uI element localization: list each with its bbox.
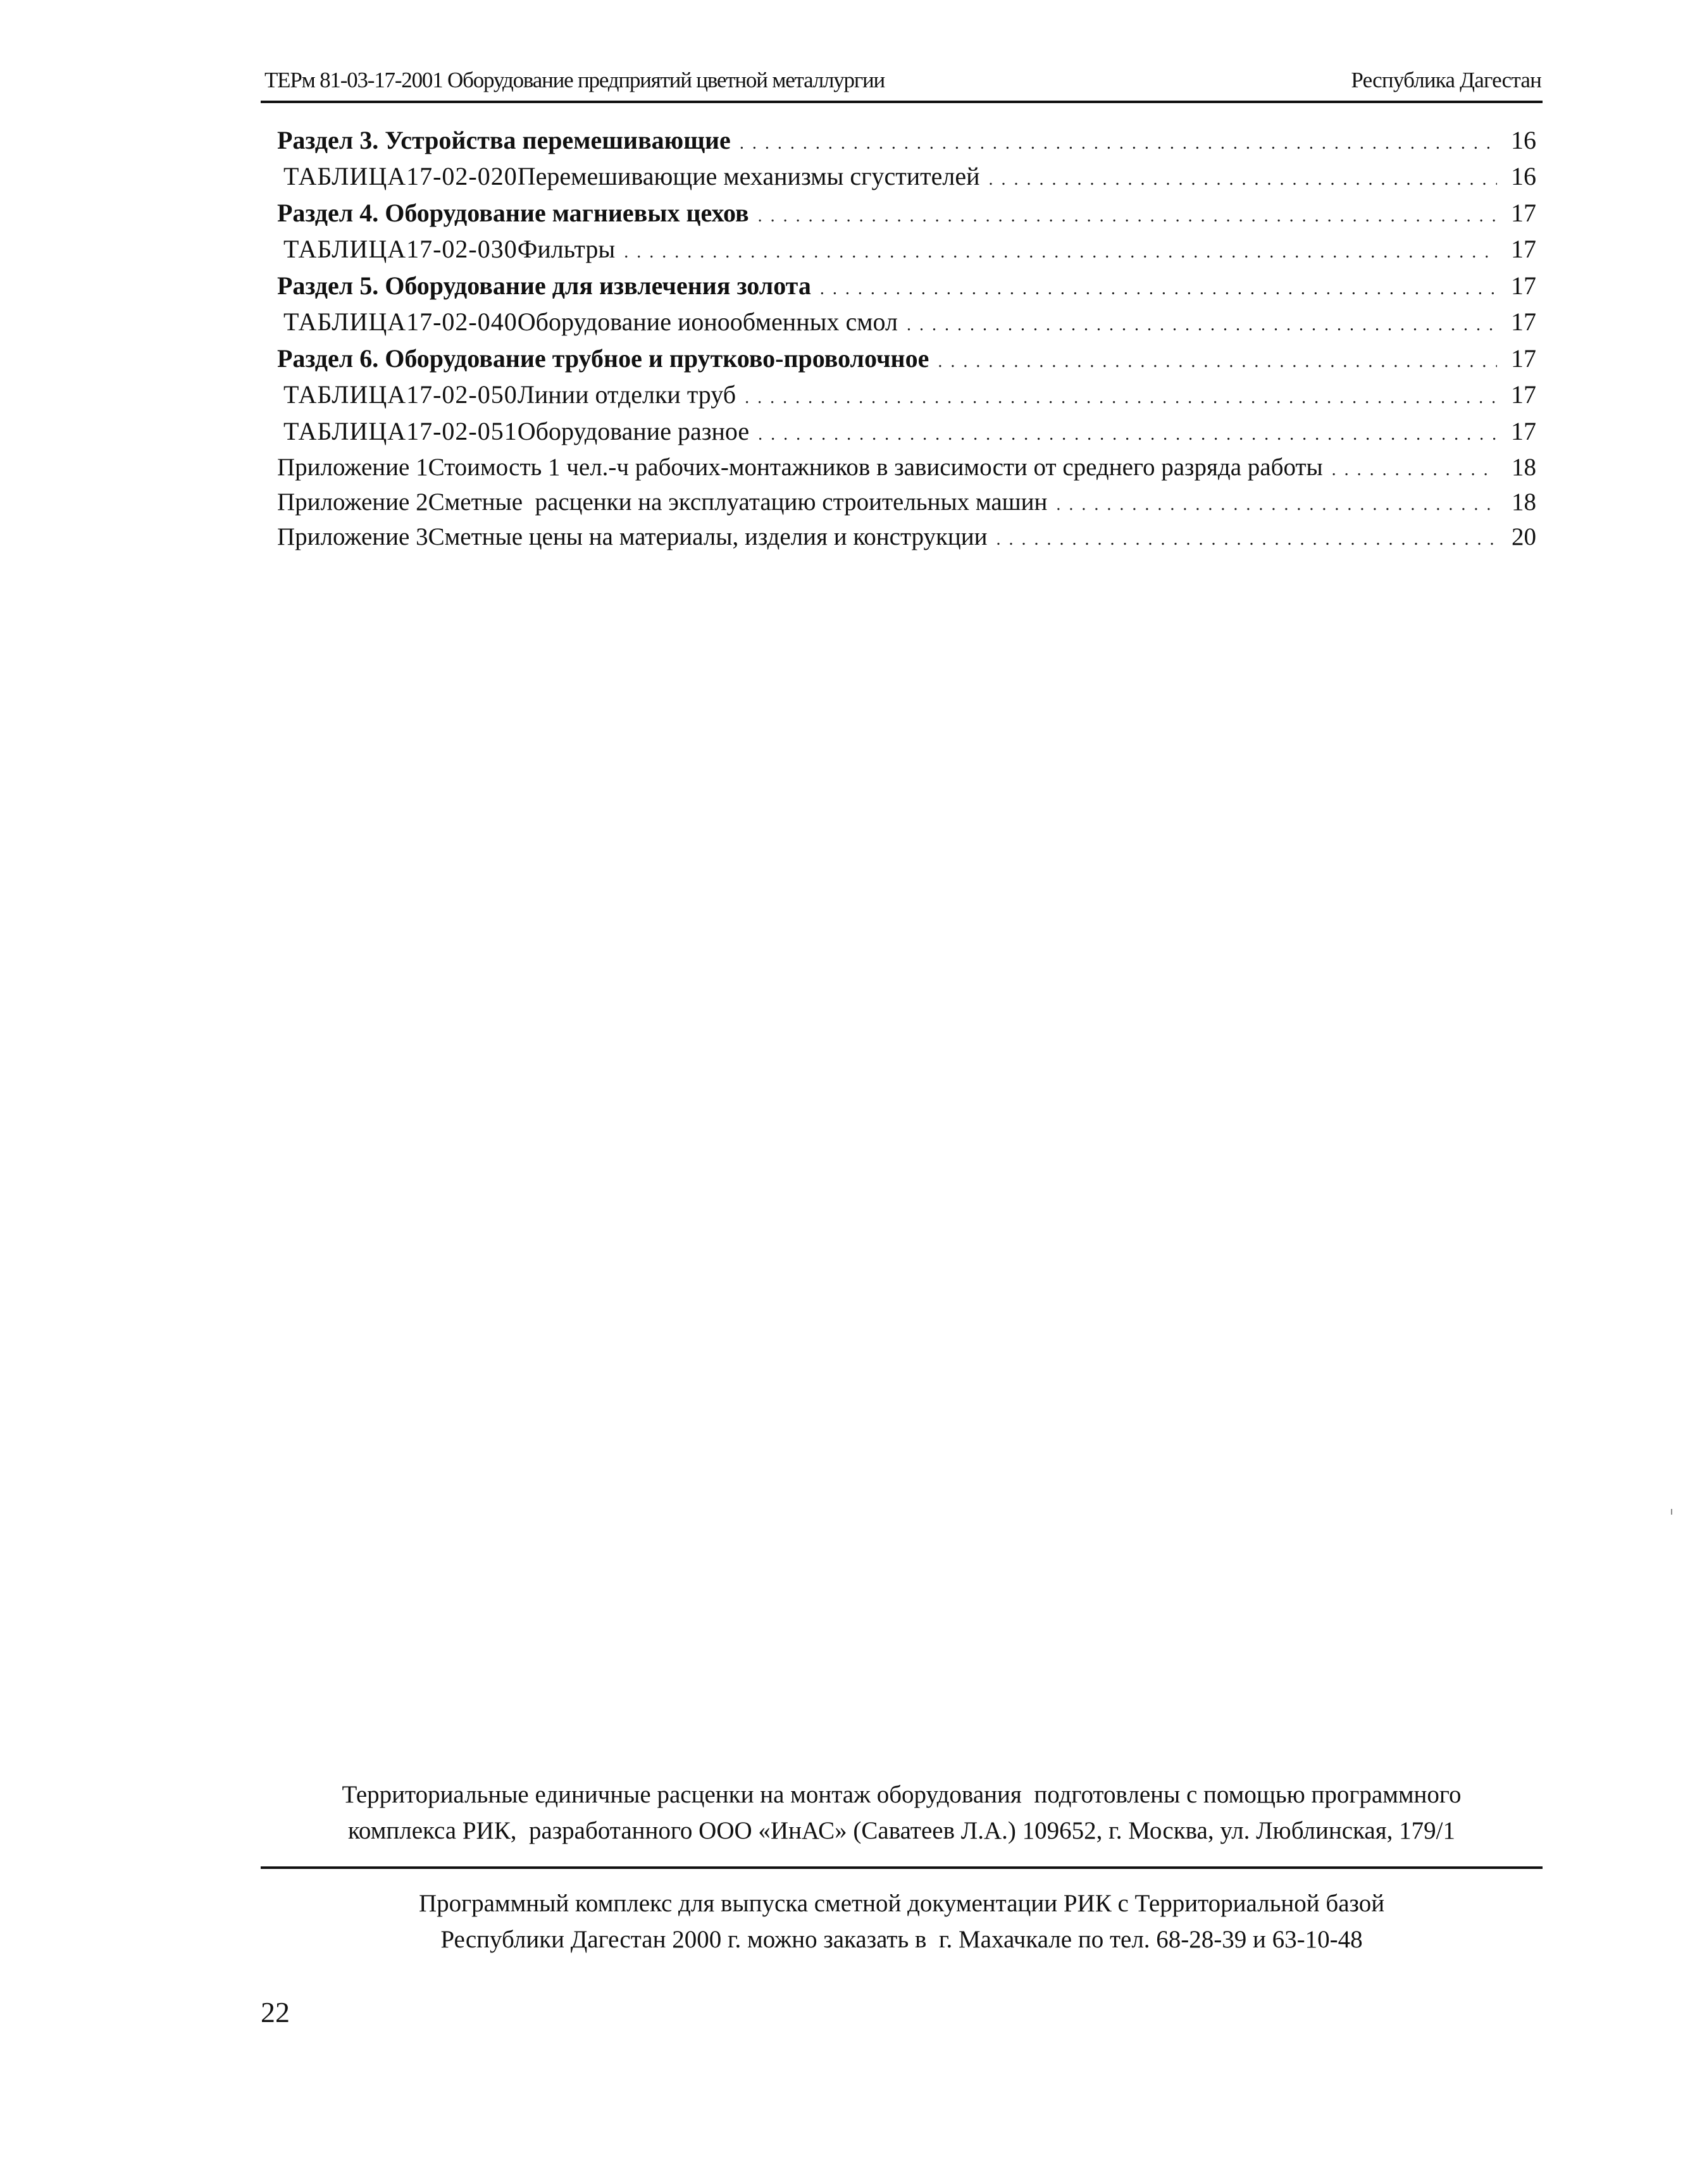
toc-entry-page: 17	[1511, 199, 1536, 227]
toc-appendix-3[interactable]	[277, 523, 1536, 557]
toc-entry-page: 17	[1511, 380, 1536, 409]
toc-table-17-02-051[interactable]	[277, 416, 1536, 453]
dot-leader	[1332, 460, 1497, 480]
ordering-line-1: Программный комплекс для выпуска сметной документации РИК с Территориальной базой	[418, 1890, 1385, 1917]
dot-leader	[1056, 495, 1497, 515]
credit-line-2: комплекса РИК, разработанного ООО «ИнАС» (Саватеев Л.А.) 109652, г. Москва, ул. Люблинская, 179/1	[347, 1817, 1456, 1844]
toc-table-17-02-050[interactable]	[277, 380, 1536, 416]
toc-entry-page: 17	[1511, 271, 1536, 300]
toc-entry-title: Оборудование трубное и прутково-проволочное	[385, 344, 929, 373]
toc-entry-kind: Раздел 5.	[277, 271, 379, 300]
toc-entry-page: 16	[1511, 126, 1536, 154]
toc-entry-kind: Раздел 3.	[277, 126, 379, 154]
toc-entry-page: 20	[1512, 523, 1536, 550]
dot-leader	[938, 352, 1497, 372]
toc-entry-page: 18	[1512, 454, 1536, 481]
toc-entry-page: 17	[1511, 417, 1536, 445]
ordering-line-2: Республики Дагестан 2000 г. можно заказать в г. Махачкале по тел. 68-28-39 и 63-10-48	[440, 1926, 1363, 1953]
toc-entry-title: Фильтры	[517, 235, 616, 263]
dot-leader	[624, 242, 1497, 263]
header-region: Республика Дагестан	[1351, 68, 1541, 92]
toc-table-17-02-030[interactable]	[277, 234, 1536, 271]
toc-entry-title: Линии отделки труб	[517, 380, 736, 409]
scan-speck	[1671, 1509, 1672, 1515]
toc-section-6[interactable]	[277, 344, 1536, 380]
toc-entry-code: 17-02-040	[406, 307, 518, 336]
toc-table-17-02-020[interactable]	[277, 161, 1536, 198]
toc-entry-kind: ТАБЛИЦА	[283, 235, 407, 263]
toc-appendix-2[interactable]	[277, 488, 1536, 523]
credit-line-1: Территориальные единичные расценки на монтаж оборудования подготовлены с помощью программного	[342, 1781, 1462, 1808]
toc-entry-code: 17-02-050	[406, 380, 518, 409]
dot-leader	[745, 388, 1497, 408]
toc-entry-page: 17	[1511, 344, 1536, 373]
toc-entry-kind: Раздел 4.	[277, 199, 379, 227]
toc-entry-title: Оборудование разное	[517, 417, 750, 445]
toc-entry-kind: ТАБЛИЦА	[283, 307, 407, 336]
toc-entry-page: 18	[1512, 488, 1536, 516]
toc-entry-kind: ТАБЛИЦА	[283, 162, 407, 190]
toc-section-4[interactable]	[277, 198, 1536, 234]
toc-entry-kind: Приложение 1	[277, 454, 428, 481]
toc-section-3[interactable]	[277, 125, 1536, 161]
toc-entry-kind: ТАБЛИЦА	[283, 380, 407, 409]
toc-entry-page: 16	[1511, 162, 1536, 190]
toc-entry-kind: ТАБЛИЦА	[283, 417, 407, 445]
toc-entry-title: Сметные расценки на эксплуатацию строительных машин	[428, 488, 1048, 516]
dot-leader	[989, 170, 1497, 190]
dot-leader	[740, 133, 1497, 154]
toc-entry-title: Оборудование магниевых цехов	[385, 199, 749, 227]
running-header	[261, 65, 1543, 103]
footer-divider	[261, 1866, 1543, 1869]
toc-appendix-1[interactable]	[277, 453, 1536, 488]
toc-table-17-02-040[interactable]	[277, 307, 1536, 344]
toc-entry-kind: Раздел 6.	[277, 344, 379, 373]
dot-leader	[907, 315, 1497, 335]
dot-leader	[820, 279, 1497, 299]
toc-entry-page: 17	[1511, 307, 1536, 336]
toc-section-5[interactable]	[277, 271, 1536, 307]
header-document-title: ТЕРм 81-03-17-2001 Оборудование предприятий цветной металлургии	[264, 68, 885, 92]
table-of-contents	[277, 125, 1536, 557]
toc-entry-code: 17-02-030	[406, 235, 518, 263]
software-credit-note	[261, 1777, 1543, 1849]
dot-leader	[758, 425, 1497, 445]
toc-entry-page: 17	[1511, 235, 1536, 263]
toc-entry-title: Оборудование ионообменных смол	[517, 307, 898, 336]
toc-entry-kind: Приложение 3	[277, 523, 428, 550]
dot-leader	[758, 206, 1497, 226]
toc-entry-code: 17-02-051	[406, 417, 518, 445]
ordering-note	[261, 1885, 1543, 1958]
dot-leader	[997, 530, 1497, 550]
toc-entry-title: Перемешивающие механизмы сгустителей	[517, 162, 980, 190]
toc-entry-title: Сметные цены на материалы, изделия и конструкции	[428, 523, 988, 550]
toc-entry-kind: Приложение 2	[277, 488, 428, 516]
toc-entry-title: Оборудование для извлечения золота	[385, 271, 811, 300]
page-number: 22	[261, 1996, 290, 2028]
toc-entry-title: Устройства перемешивающие	[385, 126, 731, 154]
toc-entry-code: 17-02-020	[406, 162, 518, 190]
toc-entry-title: Стоимость 1 чел.-ч рабочих-монтажников в зависимости от среднего разряда работы	[428, 454, 1323, 481]
